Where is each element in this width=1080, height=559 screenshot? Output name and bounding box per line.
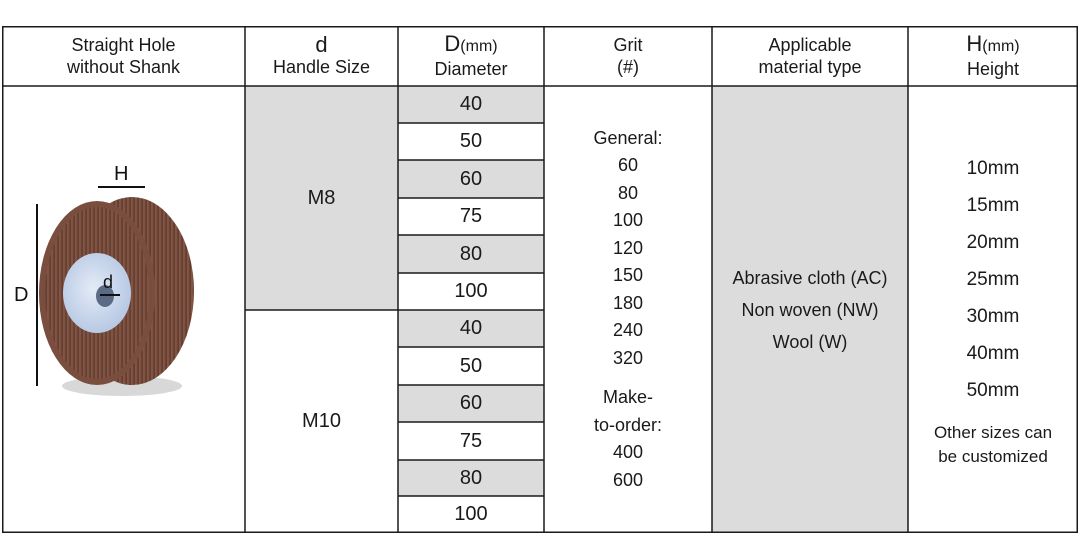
grit-mto-value: 400 (612, 442, 644, 463)
height-value: 10mm (966, 158, 1020, 179)
height-note-line1: Other sizes can (933, 423, 1053, 442)
grit-value: 180 (612, 292, 644, 313)
grit-mto-value: 600 (612, 469, 644, 490)
grit-value: 150 (612, 265, 644, 286)
diameter-m10-75: 75 (459, 429, 483, 452)
diameter-m8-50: 50 (459, 130, 483, 152)
handle-size-m8: M8 (245, 86, 398, 310)
product-diagram (2, 86, 245, 533)
header-handle-symbol: d (315, 32, 328, 57)
header-handle-size (245, 26, 398, 86)
diameter-m8-80: 80 (398, 235, 544, 273)
grit-mto-label-2: to-order: (593, 414, 663, 435)
header-product (2, 26, 245, 86)
diameter-m10-80: 80 (398, 460, 544, 496)
header-height-label: Height (966, 58, 1020, 79)
diameter-m10-60: 60 (398, 385, 544, 422)
height-list (908, 86, 1078, 533)
dimension-D-label: D (14, 284, 29, 306)
grit-list (544, 86, 712, 533)
header-product-line1: Straight Hole (71, 35, 176, 55)
header-height-symbol: H (966, 30, 983, 56)
height-value: 25mm (966, 269, 1020, 290)
header-grit-unit: (#) (617, 57, 639, 77)
header-height (908, 26, 1078, 86)
height-value: 30mm (966, 306, 1020, 327)
height-value: 15mm (966, 195, 1020, 216)
diameter-m8-60: 60 (398, 160, 544, 198)
material-list (712, 86, 908, 533)
handle-size-m10: M10 (302, 410, 341, 432)
header-handle-label: Handle Size (272, 57, 371, 77)
grit-value: 60 (617, 155, 639, 176)
header-diameter (398, 26, 544, 86)
grit-mto-label-1: Make- (602, 387, 653, 408)
grit-value: 240 (612, 320, 644, 341)
material-item: Abrasive cloth (AC) (732, 267, 888, 288)
header-material-line1: Applicable (768, 35, 852, 55)
height-value: 40mm (966, 343, 1020, 364)
dimension-d-label: d (103, 272, 114, 292)
diameter-m10-40: 40 (398, 310, 544, 347)
grit-value: 120 (612, 237, 644, 258)
header-material (712, 26, 908, 86)
header-diameter-label: Diameter (434, 58, 508, 79)
diameter-m8-100: 100 (454, 280, 488, 302)
header-height-unit: (mm) (982, 37, 1020, 55)
grit-general-label: General: (593, 127, 663, 148)
header-diameter-unit: (mm) (460, 37, 498, 55)
diameter-m10-100: 100 (454, 503, 488, 525)
height-note-line2: be customized (938, 447, 1048, 466)
height-value: 50mm (966, 380, 1020, 401)
dimension-H-label: H (114, 163, 129, 185)
header-diameter-symbol: D (444, 30, 461, 56)
header-material-line2: material type (758, 57, 862, 77)
grit-value: 80 (617, 182, 639, 203)
diameter-m10-50: 50 (459, 354, 483, 377)
header-grit-label: Grit (613, 35, 643, 55)
grit-value: 320 (612, 347, 644, 368)
spec-table (2, 26, 1078, 533)
grit-value: 100 (612, 210, 644, 231)
material-item: Wool (W) (772, 331, 848, 352)
flap-wheel-image (2, 86, 245, 533)
diameter-m8-75: 75 (459, 205, 483, 227)
header-grit (544, 26, 712, 86)
header-product-line2: without Shank (66, 57, 181, 77)
height-value: 20mm (966, 232, 1020, 253)
diameter-m8-40: 40 (398, 86, 544, 123)
material-item: Non woven (NW) (741, 299, 879, 320)
